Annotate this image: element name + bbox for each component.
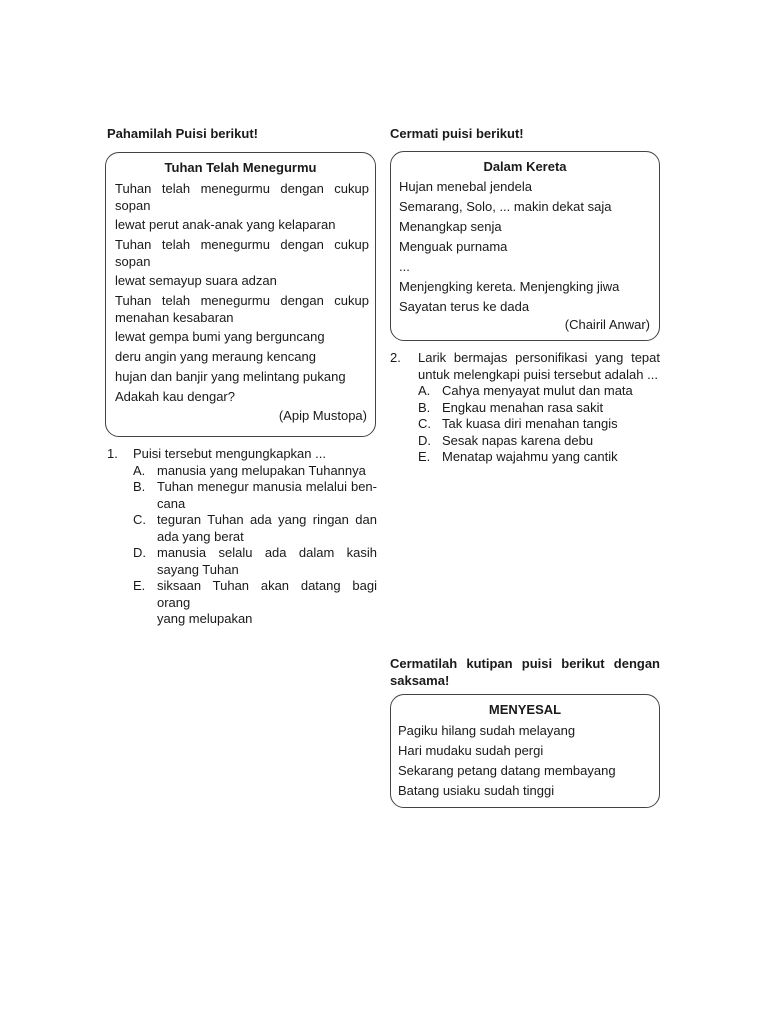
option-text: Cahya menyayat mulut dan mata: [442, 383, 633, 398]
third-heading: [390, 655, 660, 689]
poem-title: Dalam Kereta: [483, 159, 567, 174]
poem-line: ...: [399, 259, 410, 274]
poem-line: Tuhan telah menegurmu dengan cukup: [115, 293, 369, 308]
poem-line: Pagiku hilang sudah melayang: [398, 723, 576, 738]
option-text: sayang Tuhan: [157, 561, 239, 577]
poem-box-tuhan: [105, 152, 376, 437]
option-a[interactable]: [390, 383, 660, 400]
option-letter: E.: [418, 449, 431, 464]
poem-lines: [115, 180, 369, 408]
poem-title: MENYESAL: [488, 702, 562, 717]
option-b[interactable]: [390, 400, 660, 417]
option-letter: D.: [418, 432, 431, 448]
poem-line: Batang usiaku sudah tinggi: [398, 783, 555, 798]
poem-line: menahan kesabaran: [115, 310, 234, 325]
poem-lines: [398, 722, 616, 802]
option-text: Menatap wajahmu yang cantik: [442, 449, 618, 464]
option-text: Sesak napas karena debu: [442, 432, 594, 448]
option-text: Engkau menahan rasa sakit: [442, 399, 604, 415]
poem-line: Tuhan telah menegurmu dengan cukup: [115, 181, 369, 196]
poem-line: Sekarang petang datang membayang: [398, 763, 616, 778]
poem-author: (Chairil Anwar): [564, 317, 650, 332]
option-text: ada yang berat: [157, 528, 244, 544]
poem-line: sopan: [115, 198, 151, 213]
poem-line: Menguak purnama: [399, 239, 508, 254]
poem-line: Semarang, Solo, ... makin dekat saja: [399, 199, 612, 214]
option-a[interactable]: [107, 463, 377, 480]
option-letter: C.: [133, 512, 146, 527]
poem-line: lewat gempa bumi yang berguncang: [115, 329, 325, 344]
question-2: [390, 350, 660, 466]
question-1: [107, 446, 377, 628]
question-text: Larik bermajas personifikasi yang tepat: [418, 350, 660, 365]
poem-line: Tuhan telah menegurmu dengan cukup: [115, 237, 369, 252]
option-d[interactable]: [107, 545, 377, 578]
poem-line: lewat semayup suara adzan: [115, 273, 277, 288]
poem-line: lewat perut anak-anak yang kelaparan: [115, 217, 336, 232]
poem-line: hujan dan banjir yang melintang pukang: [115, 369, 346, 384]
right-heading: Cermati puisi berikut!: [390, 126, 524, 141]
option-b[interactable]: [107, 479, 377, 512]
option-text: yang melupakan: [157, 611, 253, 626]
poem-line: Sayatan terus ke dada: [399, 299, 530, 314]
option-text: Tak kuasa diri menahan tangis: [442, 416, 618, 431]
option-letter: B.: [418, 399, 431, 415]
option-text: Tuhan menegur manusia melalui ben-: [157, 479, 377, 494]
poem-line: Hujan menebal jendela: [399, 179, 532, 194]
option-letter: A.: [418, 383, 431, 398]
poem-lines: [399, 178, 619, 318]
option-text: manusia yang melupakan Tuhannya: [157, 462, 366, 478]
option-e[interactable]: [390, 449, 660, 466]
option-text: teguran Tuhan ada yang ringan dan: [157, 512, 377, 527]
question-number: 2.: [390, 350, 401, 365]
option-letter: E.: [133, 578, 146, 593]
option-text: siksaan Tuhan akan datang bagi orang: [157, 578, 377, 610]
poem-box-kereta: [390, 151, 660, 341]
poem-line: deru angin yang meraung kencang: [115, 349, 316, 364]
question-number: 1.: [107, 446, 118, 461]
option-c[interactable]: [107, 512, 377, 545]
poem-line: Menjengking kereta. Menjengking jiwa: [399, 279, 620, 294]
third-heading-line: Cermatilah kutipan puisi berikut dengan: [390, 656, 660, 671]
option-letter: C.: [418, 416, 431, 431]
option-letter: A.: [133, 462, 146, 478]
option-c[interactable]: [390, 416, 660, 433]
option-letter: D.: [133, 545, 146, 560]
poem-line: Menangkap senja: [399, 219, 502, 234]
poem-box-menyesal: [390, 694, 660, 808]
left-heading: Pahamilah Puisi berikut!: [107, 126, 258, 141]
option-d[interactable]: [390, 433, 660, 450]
poem-title: Tuhan Telah Menegurmu: [164, 160, 317, 175]
third-heading-line: saksama!: [390, 673, 450, 688]
option-text: manusia selalu ada dalam kasih: [157, 545, 377, 560]
option-text: cana: [157, 495, 186, 511]
question-text: untuk melengkapi puisi tersebut adalah ...: [418, 366, 658, 382]
option-letter: B.: [133, 479, 146, 494]
poem-line: Hari mudaku sudah pergi: [398, 743, 544, 758]
option-e[interactable]: [107, 578, 377, 628]
poem-line: sopan: [115, 254, 151, 269]
poem-line: Adakah kau dengar?: [115, 389, 235, 404]
question-text: Puisi tersebut mengungkapkan ...: [133, 446, 326, 461]
poem-author: (Apip Mustopa): [278, 408, 367, 423]
